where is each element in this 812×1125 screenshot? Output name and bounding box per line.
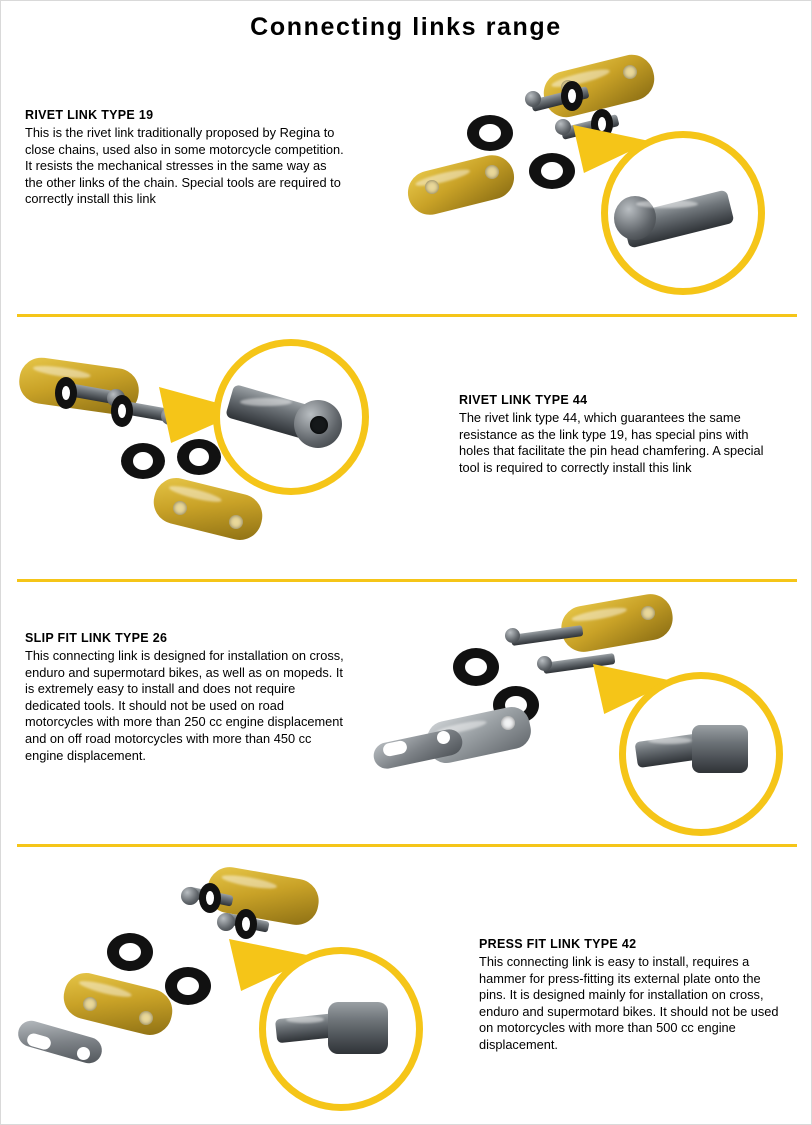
callout-pin-head bbox=[692, 725, 748, 773]
plate-hole bbox=[501, 716, 515, 730]
heading-rivet-link-type-19: RIVET LINK TYPE 19 bbox=[25, 108, 154, 122]
plate-hole bbox=[83, 997, 97, 1011]
gold-link-plate bbox=[59, 968, 177, 1039]
gold-link-plate bbox=[403, 151, 518, 220]
gold-link-plate bbox=[558, 591, 676, 656]
plate-hole bbox=[641, 606, 655, 620]
illustration-rivet-link-type-44 bbox=[11, 321, 411, 576]
plate-hole bbox=[173, 501, 187, 515]
callout-pin-hole bbox=[310, 416, 328, 434]
section-press-fit-link-type-42 bbox=[1, 851, 812, 1121]
heading-rivet-link-type-44: RIVET LINK TYPE 44 bbox=[459, 393, 588, 407]
callout-magnifier-press-fit-42 bbox=[259, 947, 423, 1111]
body-slip-fit-link-type-26: This connecting link is designed for installation on cross, enduro and supermotard bikes, as well as on mopeds. It is extremely easy to install and does not require dedicated tools. It should not be used on road motorcycles with more than 250 cc engine displacement and on off road motorcycles with more than 450 cc engine displacement. bbox=[25, 648, 344, 763]
plate-hole bbox=[139, 1011, 153, 1025]
callout-magnifier-rivet-19 bbox=[601, 131, 765, 295]
page-title: Connecting links range bbox=[250, 13, 562, 41]
plate-hole bbox=[425, 180, 439, 194]
illustration-slip-fit-link-type-26 bbox=[361, 586, 801, 841]
section-divider bbox=[17, 844, 797, 847]
callout-magnifier-rivet-44 bbox=[213, 339, 369, 495]
text-block-rivet-link-type-19 bbox=[25, 108, 345, 208]
heading-slip-fit-link-type-26: SLIP FIT LINK TYPE 26 bbox=[25, 631, 168, 645]
text-block-rivet-link-type-44 bbox=[459, 393, 781, 476]
callout-pin-head bbox=[328, 1002, 388, 1054]
link-pin-head bbox=[181, 887, 199, 905]
gold-link-plate bbox=[149, 473, 267, 544]
plate-hole bbox=[485, 165, 499, 179]
link-pin-head bbox=[217, 913, 235, 931]
body-rivet-link-type-19: This is the rivet link traditionally proposed by Regina to close chains, used also in some motorcycle competition. It resists the mechanical stresses in the same way as the other links of the chain. Special tools are required to correctly install this link bbox=[25, 125, 344, 207]
text-block-press-fit-link-type-42 bbox=[479, 937, 789, 1054]
callout-magnifier-slip-fit-26 bbox=[619, 672, 783, 836]
link-pin-head bbox=[537, 656, 552, 671]
body-rivet-link-type-44: The rivet link type 44, which guarantees the same resistance as the link type 19, has special pins with holes that facilitate the pin head chamfering. A special tool is required to correctly install this link bbox=[459, 410, 764, 475]
illustration-rivet-link-type-19 bbox=[401, 53, 801, 311]
link-pin-head bbox=[555, 119, 571, 135]
section-rivet-link-type-44 bbox=[1, 321, 812, 576]
spring-clip-hole bbox=[437, 731, 450, 744]
link-pin-head bbox=[525, 91, 541, 107]
spring-clip-hole bbox=[77, 1047, 90, 1060]
section-slip-fit-link-type-26 bbox=[1, 586, 812, 841]
section-rivet-link-type-19 bbox=[1, 53, 812, 311]
plate-hole bbox=[229, 515, 243, 529]
illustration-press-fit-link-type-42 bbox=[11, 851, 471, 1121]
section-divider bbox=[17, 579, 797, 582]
section-divider bbox=[17, 314, 797, 317]
link-pin-head bbox=[505, 628, 520, 643]
body-press-fit-link-type-42: This connecting link is easy to install, requires a hammer for press-fitting its external plate onto the pins. It is designed mainly for installation on cross, enduro and supermotard bikes. It should not be used on motorcycles with more than 500 cc engine displacement. bbox=[479, 954, 779, 1052]
text-block-slip-fit-link-type-26 bbox=[25, 631, 345, 764]
heading-press-fit-link-type-42: PRESS FIT LINK TYPE 42 bbox=[479, 937, 637, 951]
